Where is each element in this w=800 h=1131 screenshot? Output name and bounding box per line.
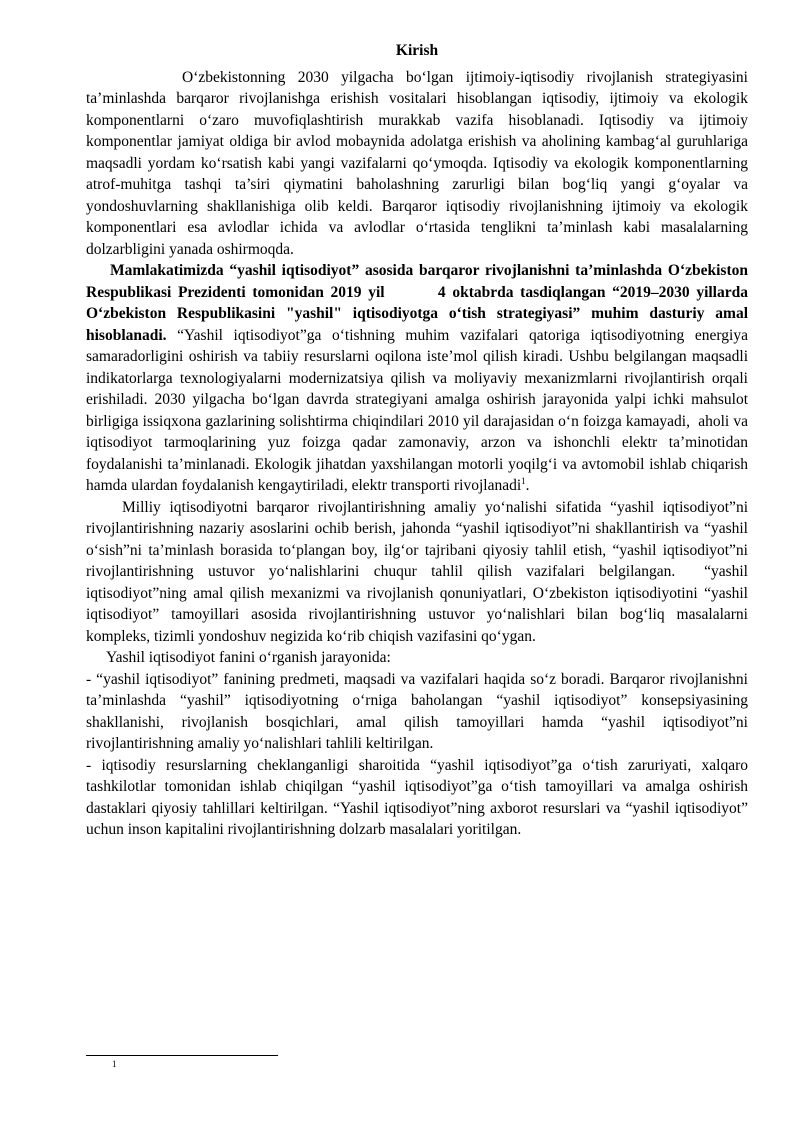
footnote-reference: 1 <box>521 475 526 486</box>
text-run: “Yashil iqtisodiyot”ga o‘tishning muhim vazifalari qatoriga iqtisodiyotning energiya samaradorligini oshirish va tabiiy resurslarni oqilona iste’mol qilish kiradi. Ushbu belgilangan maqsadli indikatorlarga texnologiyalarni modernizatsiya qilish va moliyaviy mexanizmlarni rivojlantirish orqali erishiladi. 2030 yilgacha bo‘lgan davrda strategiyani amalga oshirish jarayonida yalpi ichki mahsulot birligiga issiqxona gazlarining solishtirma chiqindilari 2010 yil darajasidan o‘n foizga kamayadi, aholi va iqtisodiyot tarmoqlarining yuz foizga qadar zamonaviy, arzon va ishonchli elektr ta’minotidan foydalanishi ta’minlanadi. Ekologik jihatdan yaxshilangan motorli yoqilg‘i va avtomobil ishlab chiqarish hamda ulardan foydalanish kengaytiriladi, elektr transporti rivojlanadi <box>86 326 752 494</box>
text-run: Mamlakatimizda “yashil iqtisodiyot” asosida barqaror rivojlanishni ta’minlashda O‘zbekiston Respublikasi Prezidenti tomonidan 2019 yil 4 oktabrda tasdiqlangan “2019–2030 yillarda O‘zbekiston Respublikasini "yashil" iqtisodiyotga o‘tish strategiyasi” muhim dasturiy amal hisoblanadi. <box>86 262 752 344</box>
footnote-separator-rule <box>86 1055 278 1056</box>
strategy-paragraph <box>86 260 752 497</box>
text-run: - iqtisodiy resurslarning cheklanganligi sharoitida “yashil iqtisodiyot”ga o‘tish zaruriyati, xalqaro tashkilotlar tomonidan ishlab chiqilgan “yashil iqtisodiyot”ga o‘tish tamoyillari va amalga oshirish dastaklari qiyosiy tahlillari keltirilgan. “Yashil iqtisodiyot”ning axborot resurslari va “yashil iqtisodiyot” uchun inson kapitalini rivojlantirishning dolzarb masalalari yoritilgan. <box>86 756 752 838</box>
footnote-marker: 1 <box>112 1059 117 1069</box>
document-body <box>86 67 752 841</box>
text-run: Yashil iqtisodiyot fanini o‘rganish jarayonida: <box>106 649 391 666</box>
text-run: Milliy iqtisodiyotni barqaror rivojlantirishning amaliy yo‘nalishi sifatida “yashil iqtisodiyot”ni rivojlantirishning nazariy asoslarini ochib berish, jahonda “yashil iqtisodiyot”ni shakllantirish va “yashil o‘sish”ni ta’minlash borasida to‘plangan boy, ilg‘or tajribani qiyosiy tahlil etish, “yashil iqtisodiyot”ni rivojlantirishning ustuvor yo‘nalishlarini chuqur tahlil qilish vazifalari belgilangan. “yashil iqtisodiyot”ning amal qilish mexanizmi va rivojlanish qonuniyatlari, O‘zbekiston iqtisodiyotini “yashil iqtisodiyot” tamoyillari asosida rivojlantirishning ustuvor yo‘nalishlari bilan bog‘liq masalalarni kompleks, tizimli yondoshuv negizida ko‘rib chiqish vazifasini qo‘ygan. <box>86 498 752 645</box>
footnote-area <box>86 1055 278 1070</box>
page-title: Kirish <box>395 42 439 59</box>
study-intro-line <box>86 647 748 669</box>
text-run: - “yashil iqtisodiyot” fanining predmeti, maqsadi va vazifalari haqida so‘z boradi. Barqaror rivojlanishni ta’minlashda “yashil” iqtisodiyotning o‘rniga baholangan “yashil iqtisodiyot” konsepsiyasining shakllanishi, rivojlanish bosqichlari, amal qilish tamoyillari hamda “yashil iqtisodiyot”ni rivojlantirishning amaliy yo‘nalishlari tahlili keltirilgan. <box>86 670 752 752</box>
text-run: O‘zbekistonning 2030 yilgacha bo‘lgan ijtimoiy-iqtisodiy rivojlanish strategiyasini ta’minlashda barqaror rivojlanishga erishish vositalari hisoblangan iqtisodiy, ijtimoiy va ekologik komponentlarni o‘zaro muvofiqlashtirish murakkab vazifa hisoblanadi. Iqtisodiy va ijtimoiy komponentlar jamiyat oldiga bir avlod mobaynida adolatga erishish va aholining kambag‘al guruhlariga maqsadli yordam ko‘rsatish kabi yangi vazifalarni qo‘ymoqda. Iqtisodiy va ekologik komponentlarning atrof-muhitga tashqi ta’siri qiymatini baholashning zarurligi bilan bog‘liq yangi g‘oyalar va yondoshuvlarning shakllanishiga olib keldi. Barqaror iqtisodiy rivojlanishning ijtimoiy va ekologik komponentlari esa avlodlar ichida va avlodlar o‘rtasida tenglikni ta’minlash kabi masalalarning dolzarbligini yanada oshirmoqda. <box>86 68 752 258</box>
intro-paragraph <box>86 67 752 261</box>
bullet-paragraph-2 <box>86 755 752 841</box>
text-run: . <box>525 477 530 494</box>
directions-paragraph <box>86 497 752 648</box>
bullet-paragraph-1 <box>86 669 752 755</box>
